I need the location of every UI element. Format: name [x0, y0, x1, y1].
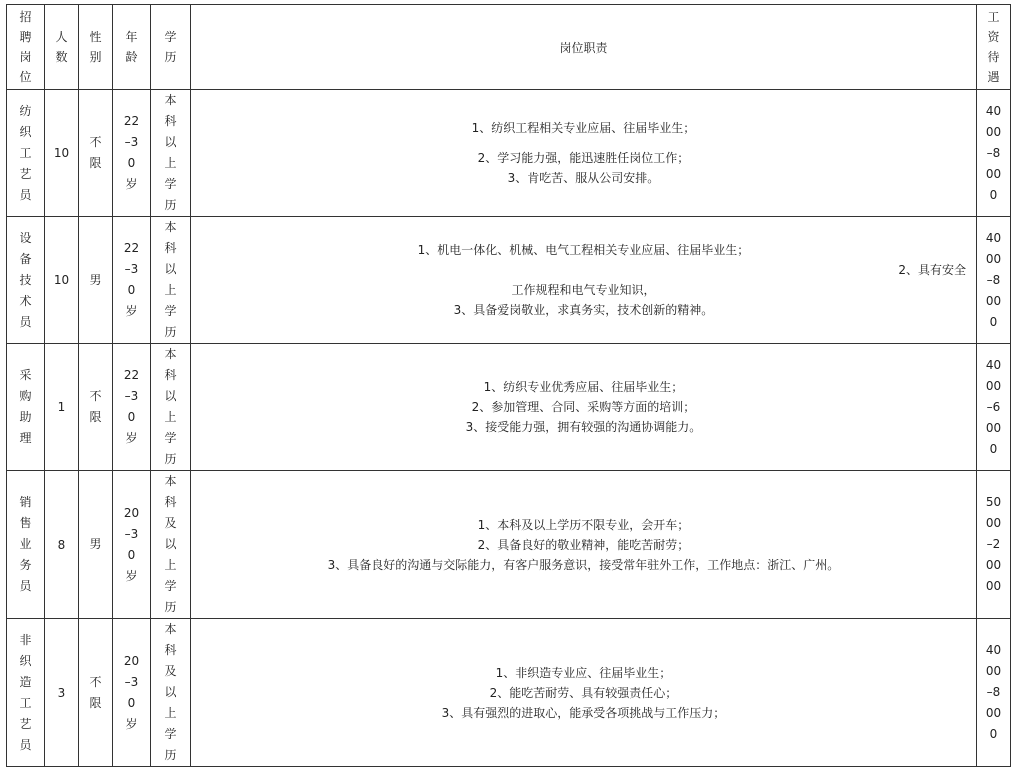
header-education: 学 历: [151, 5, 191, 90]
duty-line: 2、学习能力强，能迅速胜任岗位工作；: [477, 151, 690, 165]
duties-cell: [191, 217, 977, 344]
count-cell: 8: [45, 471, 79, 619]
header-post: 招 聘 岗 位: [7, 5, 45, 90]
table-row: [7, 344, 1011, 471]
post-cell: 非 织 造 工 艺 员: [7, 619, 45, 767]
education-cell: 本 科 以 上 学 历: [151, 90, 191, 217]
education-cell: 本 科 以 上 学 历: [151, 217, 191, 344]
count-cell: 1: [45, 344, 79, 471]
duty-line: 3、具备爱岗敬业，求真务实，技术创新的精神。: [453, 303, 714, 317]
duty-line: 1、机电一体化、机械、电气工程相关专业应届、往届毕业生；: [417, 243, 750, 257]
duty-line: 3、接受能力强，拥有较强的沟通协调能力。: [465, 420, 702, 434]
education-cell: 本 科 以 上 学 历: [151, 344, 191, 471]
salary-cell: 40 00 –8 00 0: [977, 217, 1011, 344]
table-header-row: [7, 5, 1011, 90]
salary-cell: 40 00 –8 00 0: [977, 90, 1011, 217]
salary-cell: 40 00 –8 00 0: [977, 619, 1011, 767]
duties-cell: [191, 344, 977, 471]
duties-cell: [191, 90, 977, 217]
age-cell: 22 –3 0 岁: [113, 344, 151, 471]
salary-cell: 40 00 –6 00 0: [977, 344, 1011, 471]
count-cell: 10: [45, 90, 79, 217]
post-cell: 纺 织 工 艺 员: [7, 90, 45, 217]
gender-cell: 男: [79, 217, 113, 344]
gender-cell: 不 限: [79, 619, 113, 767]
gender-cell: 不 限: [79, 90, 113, 217]
duty-line: 2、具有安全: [898, 263, 966, 277]
duty-line: 2、具备良好的敬业精神，能吃苦耐劳；: [477, 537, 690, 552]
salary-cell: 50 00 –2 00 00: [977, 471, 1011, 619]
post-cell: 采 购 助 理: [7, 344, 45, 471]
duties-cell: [191, 619, 977, 767]
count-cell: 10: [45, 217, 79, 344]
header-gender: 性 别: [79, 5, 113, 90]
education-cell: 本 科 及 以 上 学 历: [151, 619, 191, 767]
header-duties: 岗位职责: [191, 5, 977, 90]
age-cell: 20 –3 0 岁: [113, 471, 151, 619]
duty-line: 2、能吃苦耐劳、具有较强责任心；: [489, 685, 678, 700]
duty-line: 1、纺织工程相关专业应届、往届毕业生；: [471, 121, 696, 135]
duty-line: 工作规程和电气专业知识，: [511, 283, 656, 297]
age-cell: 22 –3 0 岁: [113, 217, 151, 344]
table-row: [7, 619, 1011, 767]
header-age: 年 龄: [113, 5, 151, 90]
post-cell: 销 售 业 务 员: [7, 471, 45, 619]
duty-line: 1、本科及以上学历不限专业，会开车；: [477, 517, 690, 532]
duty-line: 1、非织造专业应、往届毕业生；: [495, 665, 672, 680]
recruitment-table: [6, 4, 1011, 767]
age-cell: 22 –3 0 岁: [113, 90, 151, 217]
table-row: [7, 90, 1011, 217]
header-salary: 工 资 待 遇: [977, 5, 1011, 90]
post-cell: 设 备 技 术 员: [7, 217, 45, 344]
duty-line: 3、肯吃苦、服从公司安排。: [507, 171, 660, 185]
duty-line: 3、具有强烈的进取心，能承受各项挑战与工作压力；: [441, 705, 726, 720]
gender-cell: 不 限: [79, 344, 113, 471]
duty-line: 2、参加管理、合同、采购等方面的培训；: [471, 400, 696, 414]
duty-line: 3、具备良好的沟通与交际能力，有客户服务意识，接受常年驻外工作，工作地点：浙江、广州。: [327, 557, 840, 572]
duties-cell: [191, 471, 977, 619]
duty-line: 1、纺织专业优秀应届、往届毕业生；: [483, 380, 684, 394]
table-row: [7, 217, 1011, 344]
education-cell: 本 科 及 以 上 学 历: [151, 471, 191, 619]
header-count: 人 数: [45, 5, 79, 90]
count-cell: 3: [45, 619, 79, 767]
age-cell: 20 –3 0 岁: [113, 619, 151, 767]
table-row: [7, 471, 1011, 619]
gender-cell: 男: [79, 471, 113, 619]
